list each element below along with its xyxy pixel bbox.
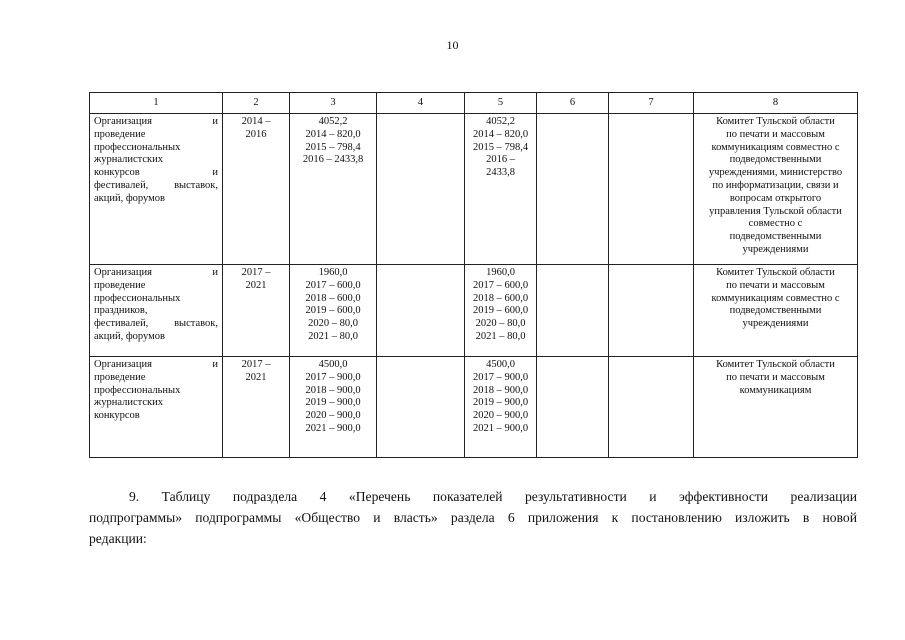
cell-line: конкурсов и bbox=[94, 167, 218, 179]
cell-line: 2021 – 900,0 bbox=[472, 422, 529, 434]
cell-line: Организация и bbox=[94, 359, 218, 370]
cell-line: 2014 – bbox=[241, 116, 271, 127]
page-number: 10 bbox=[446, 38, 459, 52]
cell-line: подведомственными bbox=[729, 154, 822, 166]
cell-line: 2016 – bbox=[486, 154, 515, 166]
empty-cell bbox=[377, 357, 465, 458]
cell-line: проведение bbox=[94, 371, 146, 383]
cell-line: 2020 – 80,0 bbox=[308, 318, 358, 330]
cell-line: 2015 – 798,4 bbox=[472, 141, 529, 153]
column-header: 1 bbox=[90, 93, 223, 114]
cell-line: проведение bbox=[94, 279, 146, 291]
cell-line: профессиональных bbox=[94, 384, 181, 396]
cell-line: 2017 – 900,0 bbox=[305, 371, 361, 383]
cell-line: 2016 – 2433,8 bbox=[302, 154, 364, 166]
cell-line: акций, форумов bbox=[94, 330, 165, 342]
total-funding-cell bbox=[290, 265, 377, 357]
cell-line: 2021 – 80,0 bbox=[308, 330, 358, 342]
cell-line: учреждениями bbox=[742, 318, 809, 330]
cell-line: 2017 – bbox=[241, 267, 271, 278]
cell-line: 2017 – bbox=[241, 359, 271, 370]
cell-line: 2018 – 900,0 bbox=[472, 384, 529, 396]
column-header: 8 bbox=[694, 93, 858, 114]
cell-line: 2019 – 900,0 bbox=[472, 397, 529, 409]
executor-cell bbox=[694, 357, 858, 458]
cell-line: акций, форумов bbox=[94, 192, 165, 204]
column-header: 4 bbox=[377, 93, 465, 114]
cell-line: 2014 – 820,0 bbox=[305, 128, 361, 140]
paragraph-line: подпрограммы» подпрограммы «Общество и власть» раздела 6 приложения к постановлению изложить в новой bbox=[89, 510, 857, 525]
table-header-row bbox=[90, 93, 858, 114]
cell-line: 2017 – 900,0 bbox=[472, 371, 529, 383]
executor-cell bbox=[694, 114, 858, 265]
total-funding-cell bbox=[290, 357, 377, 458]
empty-cell bbox=[377, 114, 465, 265]
measure-name-cell bbox=[90, 114, 223, 265]
cell-line: 2015 – 798,4 bbox=[305, 141, 361, 153]
empty-cell bbox=[537, 357, 609, 458]
cell-line: коммуникациям совместно с bbox=[711, 141, 840, 153]
cell-line: 4052,2 bbox=[486, 116, 515, 127]
column-header: 5 bbox=[465, 93, 537, 114]
cell-line: 1960,0 bbox=[318, 267, 348, 278]
period-cell bbox=[223, 265, 290, 357]
cell-line: коммуникациям bbox=[739, 384, 812, 396]
cell-line: праздников, bbox=[94, 305, 148, 317]
executor-cell bbox=[694, 265, 858, 357]
cell-line: 2018 – 600,0 bbox=[305, 292, 361, 304]
cell-line: 2021 bbox=[245, 279, 267, 291]
cell-line: по печати и массовым bbox=[726, 371, 825, 383]
column-header: 2 bbox=[223, 93, 290, 114]
paragraph-line: редакции: bbox=[89, 531, 147, 546]
cell-line: Комитет Тульской области bbox=[716, 116, 835, 127]
empty-cell bbox=[609, 265, 694, 357]
cell-line: управления Тульской области bbox=[709, 205, 842, 217]
cell-line: совместно с bbox=[748, 218, 803, 230]
table-row bbox=[90, 357, 858, 458]
cell-line: учреждениями bbox=[742, 243, 809, 255]
cell-line: Организация и bbox=[94, 267, 218, 278]
cell-line: 2014 – 820,0 bbox=[472, 128, 529, 140]
empty-cell bbox=[609, 357, 694, 458]
cell-line: подведомственными bbox=[729, 231, 822, 243]
period-cell bbox=[223, 357, 290, 458]
cell-line: 4500,0 bbox=[318, 359, 348, 370]
cell-line: профессиональных bbox=[94, 141, 181, 153]
measure-name-cell bbox=[90, 265, 223, 357]
cell-line: 2017 – 600,0 bbox=[305, 279, 361, 291]
cell-line: 2021 – 900,0 bbox=[305, 422, 361, 434]
column-header: 7 bbox=[609, 93, 694, 114]
column-header: 6 bbox=[537, 93, 609, 114]
cell-line: фестивалей, выставок, bbox=[94, 318, 218, 330]
cell-line: журналистских bbox=[94, 154, 163, 166]
cell-line: 2017 – 600,0 bbox=[472, 279, 529, 291]
cell-line: 4500,0 bbox=[486, 359, 515, 370]
cell-line: конкурсов bbox=[94, 410, 140, 422]
paragraph-line-text: 9. Таблицу подраздела 4 «Перечень показателей результативности и эффективности реализации bbox=[129, 489, 857, 504]
cell-line: по печати и массовым bbox=[726, 279, 825, 291]
funding-source-cell bbox=[465, 114, 537, 265]
cell-line: 2020 – 80,0 bbox=[475, 318, 526, 330]
total-funding-cell bbox=[290, 114, 377, 265]
cell-line: профессиональных bbox=[94, 292, 181, 304]
body-paragraph bbox=[89, 486, 857, 549]
cell-line: учреждениями, министерство bbox=[708, 167, 843, 179]
measures-table bbox=[89, 92, 858, 458]
cell-line: проведение bbox=[94, 128, 146, 140]
cell-line: 1960,0 bbox=[486, 267, 515, 278]
cell-line: подведомственными bbox=[729, 305, 822, 317]
cell-line: коммуникациям совместно с bbox=[711, 292, 840, 304]
cell-line: 2016 bbox=[245, 128, 267, 140]
cell-line: 2021 – 80,0 bbox=[475, 330, 526, 342]
cell-line: 2020 – 900,0 bbox=[472, 410, 529, 422]
table-row bbox=[90, 114, 858, 265]
cell-line: по информатизации, связи и bbox=[712, 179, 839, 191]
measure-name-cell bbox=[90, 357, 223, 458]
cell-line: Организация и bbox=[94, 116, 218, 127]
empty-cell bbox=[609, 114, 694, 265]
cell-line: 4052,2 bbox=[318, 116, 348, 127]
cell-line: вопросам открытого bbox=[729, 192, 822, 204]
empty-cell bbox=[537, 265, 609, 357]
empty-cell bbox=[377, 265, 465, 357]
funding-source-cell bbox=[465, 265, 537, 357]
cell-line: Комитет Тульской области bbox=[716, 267, 835, 278]
cell-line: 2018 – 900,0 bbox=[305, 384, 361, 396]
column-header: 3 bbox=[290, 93, 377, 114]
cell-line: 2019 – 600,0 bbox=[472, 305, 529, 317]
cell-line: фестивалей, выставок, bbox=[94, 179, 218, 191]
cell-line: 2019 – 600,0 bbox=[305, 305, 361, 317]
period-cell bbox=[223, 114, 290, 265]
cell-line: 2018 – 600,0 bbox=[472, 292, 529, 304]
cell-line: 2019 – 900,0 bbox=[305, 397, 361, 409]
empty-cell bbox=[537, 114, 609, 265]
table-row bbox=[90, 265, 858, 357]
cell-line: журналистских bbox=[94, 397, 163, 409]
cell-line: Комитет Тульской области bbox=[716, 359, 835, 370]
cell-line: 2433,8 bbox=[486, 167, 515, 179]
cell-line: по печати и массовым bbox=[726, 128, 825, 140]
cell-line: 2020 – 900,0 bbox=[305, 410, 361, 422]
paragraph-line bbox=[89, 486, 857, 507]
funding-source-cell bbox=[465, 357, 537, 458]
cell-line: 2021 bbox=[245, 371, 267, 383]
